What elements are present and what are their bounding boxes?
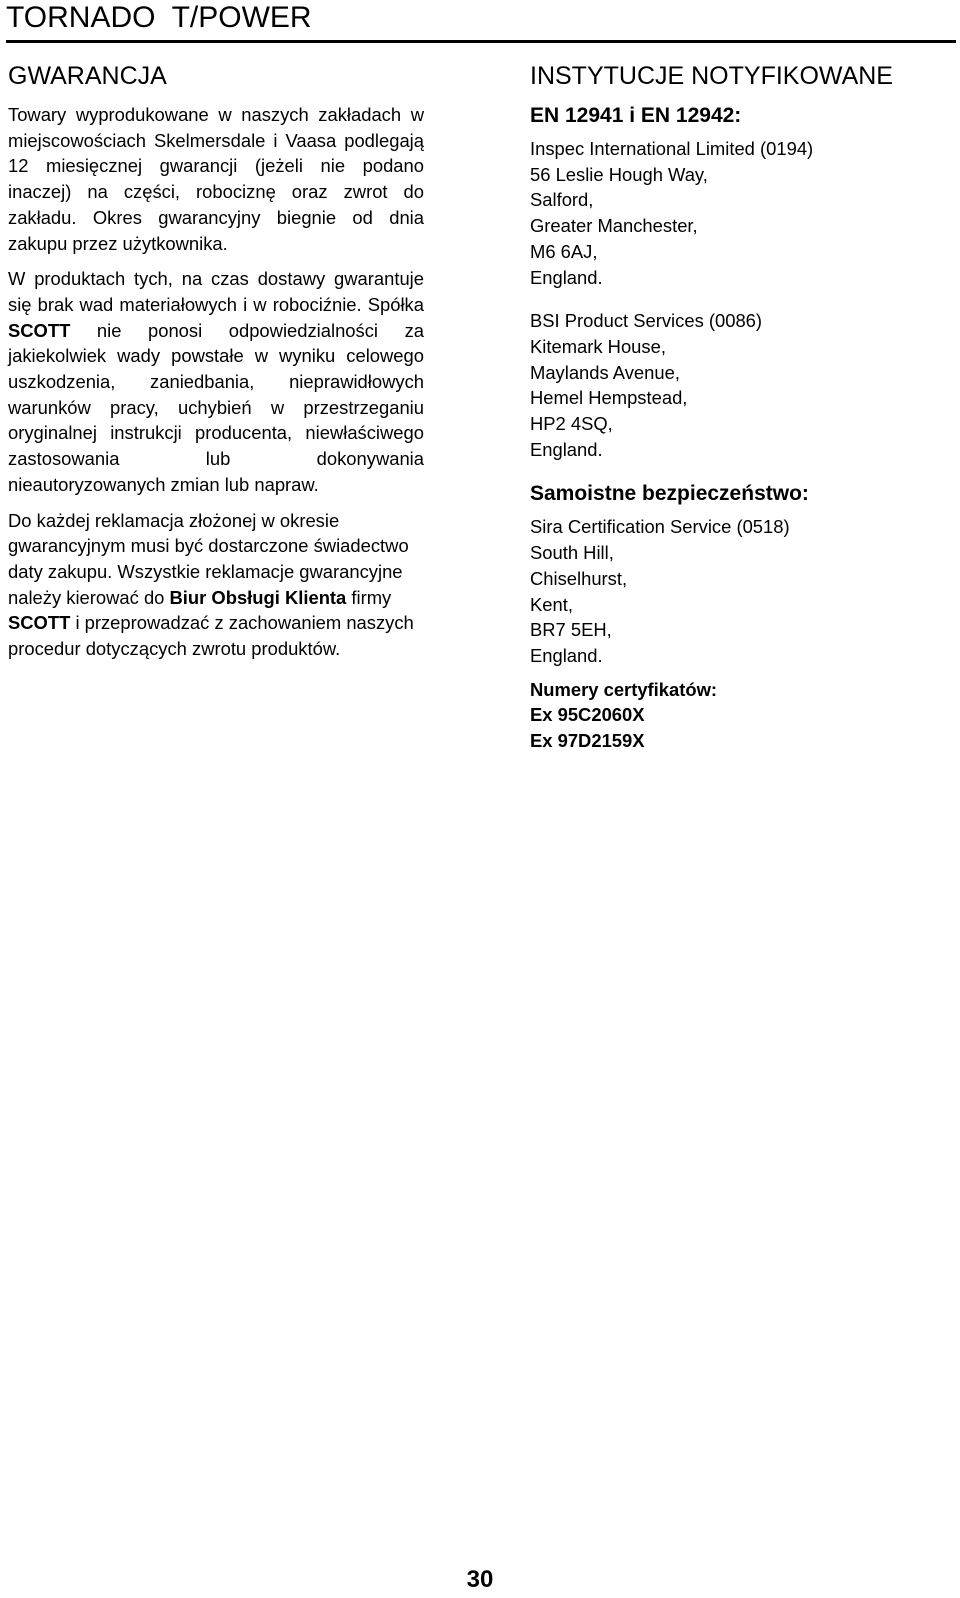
page-header: [6, 0, 946, 40]
sira-address: [530, 514, 940, 668]
address-line: HP2 4SQ,: [530, 413, 613, 435]
warranty-p2-text-b: nie ponosi odpowiedzialności za jakiekolwiek wady powstałe w wyniku celowego uszkodzenia, zaniedbania, nieprawidłowych warunków pracy, uchybień w przestrzeganiu oryginalnej instrukcji producenta, niewłaściwego zastosowania lub dokonywania nieautoryzowanych zmian lub napraw.: [8, 319, 424, 495]
address-line: Sira Certification Service (0518): [530, 516, 790, 538]
address-line: Chiselhurst,: [530, 567, 628, 589]
certificate-number: Ex 97D2159X: [530, 730, 645, 752]
intrinsic-safety-title: Samoistne bezpieczeństwo:: [530, 482, 809, 506]
address-line: BSI Product Services (0086): [530, 310, 763, 332]
standards-title: EN 12941 i EN 12942:: [530, 104, 742, 127]
inspec-address: [530, 136, 940, 290]
warranty-paragraph-2: [8, 266, 424, 497]
address-line: South Hill,: [530, 542, 614, 564]
warranty-p3-text-c: i przeprowadzać z zachowaniem naszych procedur dotyczących zwrotu produktów.: [8, 612, 414, 660]
address-line: Kitemark House,: [530, 335, 666, 357]
certificate-numbers-title: Numery certyfikatów:: [530, 678, 718, 700]
notified-bodies-title: INSTYTUCJE NOTYFIKOWANE: [530, 62, 893, 90]
warranty-p3-text-a: Do każdej reklamacja złożonej w okresie gwarancyjnym musi być dostarczone świadectwo daty zakupu. Wszystkie reklamacje gwarancyjne należy kierować do: [8, 509, 409, 608]
warranty-paragraph-1: Towary wyprodukowane w naszych zakładach w miejscowościach Skelmersdale i Vaasa podlegają 12 miesięcznej gwarancji (jeżeli nie podano inaczej) na części, robociznę oraz zwrot do zakładu. Okres gwarancyjny biegnie od dnia zakupu przez użytkownika.: [8, 104, 424, 254]
address-line: England.: [530, 644, 603, 666]
address-line: BR7 5EH,: [530, 619, 612, 641]
notified-bodies-section: [530, 60, 940, 754]
address-line: England.: [530, 266, 603, 288]
address-line: Inspec International Limited (0194): [530, 138, 814, 159]
address-line: M6 6AJ,: [530, 240, 598, 262]
brand-name: SCOTT: [8, 319, 71, 341]
address-line: Salford,: [530, 189, 594, 211]
page-number: 30: [466, 1566, 494, 1593]
address-line: England.: [530, 438, 603, 460]
address-line: Hemel Hempstead,: [530, 387, 688, 409]
certificate-number: Ex 95C2060X: [530, 704, 645, 726]
address-line: Maylands Avenue,: [530, 361, 680, 383]
certificate-numbers: [530, 677, 940, 754]
warranty-p3-text-b: firmy: [346, 586, 392, 608]
warranty-section: [8, 60, 424, 672]
warranty-paragraph-3: [8, 508, 424, 662]
customer-service-office: Biur Obsługi Klienta: [169, 586, 347, 608]
bsi-address: [530, 308, 940, 462]
header-divider: [6, 40, 956, 43]
address-line: 56 Leslie Hough Way,: [530, 163, 708, 185]
address-line: Kent,: [530, 593, 573, 615]
document-title: TORNADO T/POWER: [6, 1, 312, 34]
brand-name: SCOTT: [8, 612, 71, 634]
warranty-p2-text-a: W produktach tych, na czas dostawy gwarantuje się brak wad materiałowych i w robociźnie. Spółka: [8, 268, 424, 315]
address-line: Greater Manchester,: [530, 215, 698, 237]
warranty-title: GWARANCJA: [8, 62, 167, 90]
